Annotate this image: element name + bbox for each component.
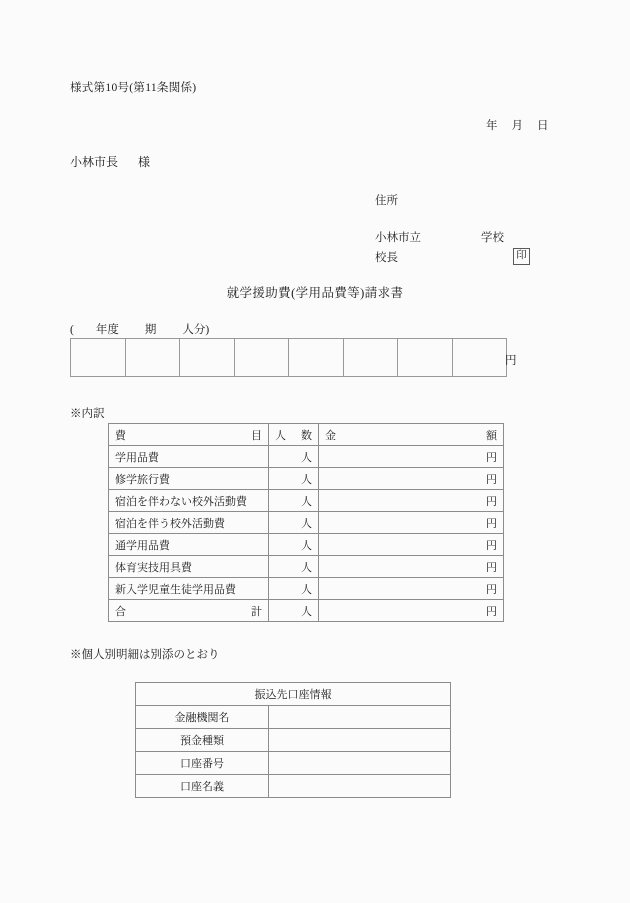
bank-table-row: [136, 775, 451, 798]
header-cell-item: [109, 424, 269, 446]
sender-municipality: 小林市立: [375, 232, 421, 244]
table-total-row: [109, 600, 504, 622]
fiscal-term-line: [70, 321, 209, 337]
bank-table-title: 振込先口座情報: [136, 683, 451, 706]
date-month-label: 月: [511, 120, 523, 132]
table-row: [109, 578, 504, 600]
row-count-cell[interactable]: 人: [269, 512, 319, 534]
table-row: [109, 468, 504, 490]
fiscal-year-label: 年度: [95, 324, 119, 336]
amount-digit-cell[interactable]: [453, 339, 508, 376]
bank-row-value[interactable]: [269, 729, 451, 752]
row-item-label: 宿泊を伴う校外活動費: [109, 512, 269, 534]
bank-row-label: 口座名義: [136, 775, 269, 798]
bank-table-row: [136, 729, 451, 752]
header-item-right: 目: [251, 429, 262, 442]
total-amount-digit-grid[interactable]: [70, 338, 507, 377]
bank-table-row: [136, 706, 451, 729]
row-count-cell[interactable]: 人: [269, 468, 319, 490]
table-row: [109, 534, 504, 556]
amount-digit-cell[interactable]: [126, 339, 181, 376]
row-amount-cell[interactable]: 円: [319, 578, 504, 600]
bank-table-row: [136, 752, 451, 775]
bank-row-value[interactable]: [269, 706, 451, 729]
row-item-label: 学用品費: [109, 446, 269, 468]
total-count-cell[interactable]: 人: [269, 600, 319, 622]
principal-label: 校長: [375, 251, 398, 264]
row-amount-cell[interactable]: 円: [319, 512, 504, 534]
amount-digit-cell[interactable]: [344, 339, 399, 376]
row-count-cell[interactable]: 人: [269, 490, 319, 512]
bank-account-table: [135, 682, 451, 798]
header-cell-count: [269, 424, 319, 446]
row-amount-cell[interactable]: 円: [319, 468, 504, 490]
sender-school-word: 学校: [481, 232, 504, 244]
total-amount-unit: 円: [505, 355, 517, 367]
table-header-row: [109, 424, 504, 446]
row-amount-cell[interactable]: 円: [319, 556, 504, 578]
row-count-cell[interactable]: 人: [269, 578, 319, 600]
sender-principal-line: [375, 248, 530, 265]
page-title: 就学援助費(学用品費等)請求書: [226, 286, 404, 300]
amount-digit-cell[interactable]: [235, 339, 290, 376]
total-amount-cell[interactable]: 円: [319, 600, 504, 622]
note-individual-detail: ※個人別明細は別添のとおり: [70, 649, 220, 661]
date-line: [486, 117, 549, 133]
form-number: 様式第10号(第11条関係): [70, 82, 197, 94]
amount-digit-cell[interactable]: [398, 339, 453, 376]
amount-digit-cell[interactable]: [180, 339, 235, 376]
amount-digit-cell[interactable]: [289, 339, 344, 376]
row-count-cell[interactable]: 人: [269, 534, 319, 556]
table-row: [109, 446, 504, 468]
seal-stamp-box: 印: [513, 248, 530, 265]
note-breakdown: ※内訳: [70, 408, 105, 420]
table-row: [109, 490, 504, 512]
row-amount-cell[interactable]: 円: [319, 446, 504, 468]
row-item-label: 宿泊を伴わない校外活動費: [109, 490, 269, 512]
header-count-right: 数: [301, 429, 312, 442]
date-day-label: 日: [537, 120, 549, 132]
fiscal-open-paren: (: [70, 324, 74, 336]
total-row-label: [109, 600, 269, 622]
fiscal-persons-label: 人分): [182, 324, 210, 336]
addressee-honorific: 様: [138, 155, 151, 169]
header-cell-amount: [319, 424, 504, 446]
breakdown-table: [108, 423, 504, 622]
bank-row-value[interactable]: [269, 752, 451, 775]
row-count-cell[interactable]: 人: [269, 556, 319, 578]
header-amount-left: 金: [325, 429, 336, 442]
amount-digit-cell[interactable]: [71, 339, 126, 376]
bank-row-label: 口座番号: [136, 752, 269, 775]
bank-row-label: 金融機関名: [136, 706, 269, 729]
header-item-left: 費: [115, 429, 126, 442]
table-row: [109, 512, 504, 534]
sender-school-line: [375, 229, 504, 245]
bank-row-label: 預金種類: [136, 729, 269, 752]
row-item-label: 体育実技用具費: [109, 556, 269, 578]
header-count-left: 人: [275, 429, 286, 442]
row-item-label: 修学旅行費: [109, 468, 269, 490]
row-amount-cell[interactable]: 円: [319, 534, 504, 556]
addressee: [70, 153, 150, 170]
sender-address-label: 住所: [375, 195, 398, 207]
addressee-name: 小林市長: [70, 155, 119, 169]
bank-row-value[interactable]: [269, 775, 451, 798]
total-label-right: 計: [251, 605, 262, 618]
bank-table-header-row: [136, 683, 451, 706]
fiscal-term-label: 期: [144, 324, 157, 336]
row-amount-cell[interactable]: 円: [319, 490, 504, 512]
date-year-label: 年: [486, 120, 498, 132]
row-item-label: 新入学児童生徒学用品費: [109, 578, 269, 600]
header-amount-right: 額: [486, 429, 497, 442]
total-label-left: 合: [115, 605, 126, 618]
table-row: [109, 556, 504, 578]
row-item-label: 通学用品費: [109, 534, 269, 556]
row-count-cell[interactable]: 人: [269, 446, 319, 468]
